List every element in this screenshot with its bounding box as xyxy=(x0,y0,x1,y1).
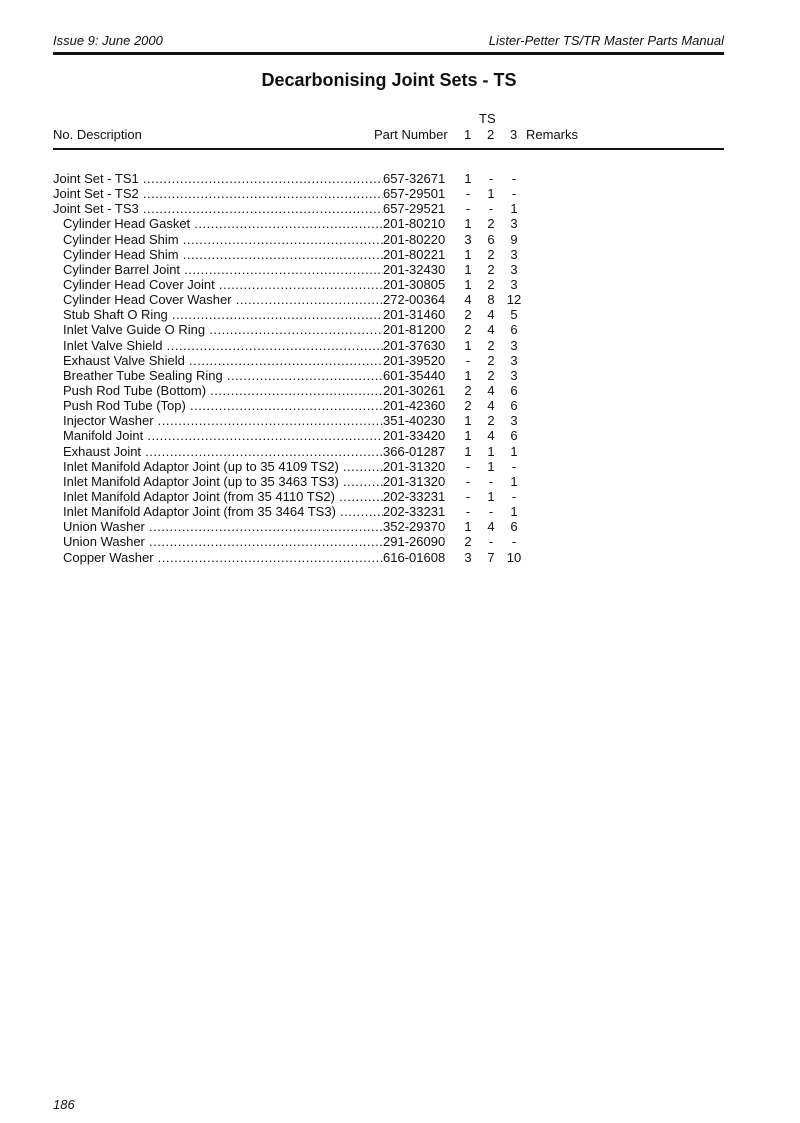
quantity-ts2: 4 xyxy=(487,519,495,535)
header-issue: Issue 9: June 2000 xyxy=(53,33,163,48)
quantity-ts3: - xyxy=(511,534,517,550)
part-number: 351-40230 xyxy=(383,413,446,429)
part-description: Exhaust Joint ..... xyxy=(63,444,383,459)
part-description: Push Rod Tube (Bottom) ..... xyxy=(63,383,383,398)
quantity-ts1: 1 xyxy=(464,261,472,277)
quantity-ts2: - xyxy=(488,473,494,489)
part-description: Joint Set - TS3 ..... xyxy=(53,201,383,216)
part-number: 201-39520 xyxy=(383,352,446,368)
quantity-ts2: 2 xyxy=(487,413,495,429)
part-number: 201-32430 xyxy=(383,261,446,277)
quantity-ts3: 6 xyxy=(510,519,518,535)
quantity-ts3: 3 xyxy=(510,276,518,292)
column-header-ts2: 2 xyxy=(487,127,495,142)
table-row xyxy=(0,171,800,186)
part-number: 201-81200 xyxy=(383,322,446,338)
quantity-ts2: 2 xyxy=(487,216,495,232)
table-row xyxy=(0,201,800,216)
parts-table xyxy=(0,171,800,565)
table-row xyxy=(0,428,800,443)
quantity-ts2: 2 xyxy=(487,261,495,277)
table-row xyxy=(0,307,800,322)
table-row xyxy=(0,353,800,368)
page-title: Decarbonising Joint Sets - TS xyxy=(261,70,517,90)
part-description: Cylinder Head Shim ..... xyxy=(63,232,383,247)
quantity-ts2: 2 xyxy=(487,337,495,353)
column-header-no-description: No. Description xyxy=(53,127,142,142)
part-description: Union Washer ..... xyxy=(63,519,383,534)
table-row xyxy=(0,519,800,534)
part-number: 366-01287 xyxy=(383,443,446,459)
part-description: Cylinder Barrel Joint ..... xyxy=(63,262,383,277)
table-row xyxy=(0,216,800,231)
table-row xyxy=(0,413,800,428)
part-description: Inlet Manifold Adaptor Joint (up to 35 4109 TS2) ..... xyxy=(63,459,383,474)
part-number: 601-35440 xyxy=(383,367,446,383)
part-number: 201-80220 xyxy=(383,231,446,247)
quantity-ts1: - xyxy=(465,201,471,217)
quantity-ts2: 1 xyxy=(487,443,495,459)
quantity-ts1: 1 xyxy=(464,337,472,353)
quantity-ts2: - xyxy=(488,171,494,186)
quantity-ts3: 3 xyxy=(510,337,518,353)
quantity-ts1: - xyxy=(465,488,471,504)
quantity-ts3: - xyxy=(511,458,517,474)
table-row xyxy=(0,292,800,307)
quantity-ts2: 2 xyxy=(487,352,495,368)
quantity-ts2: 2 xyxy=(487,276,495,292)
quantity-ts2: 4 xyxy=(487,307,495,323)
quantity-ts3: 1 xyxy=(510,473,518,489)
quantity-ts2: 4 xyxy=(487,428,495,444)
part-description: Push Rod Tube (Top) ..... xyxy=(63,398,383,413)
quantity-ts1: 1 xyxy=(464,413,472,429)
quantity-ts1: 3 xyxy=(464,549,472,565)
part-description: Cylinder Head Shim ..... xyxy=(63,247,383,262)
part-description: Manifold Joint ..... xyxy=(63,428,383,443)
quantity-ts3: 12 xyxy=(506,292,522,308)
part-description: Exhaust Valve Shield ..... xyxy=(63,353,383,368)
part-description: Cylinder Head Cover Joint ..... xyxy=(63,277,383,292)
quantity-ts1: 3 xyxy=(464,231,472,247)
quantity-ts3: 6 xyxy=(510,382,518,398)
table-row xyxy=(0,474,800,489)
part-description: Inlet Manifold Adaptor Joint (from 35 4110 TS2) ..... xyxy=(63,489,383,504)
quantity-ts3: 9 xyxy=(510,231,518,247)
page-number: 186 xyxy=(53,1097,75,1112)
part-number: 201-30261 xyxy=(383,382,446,398)
quantity-ts1: 1 xyxy=(464,443,472,459)
quantity-ts3: 1 xyxy=(510,201,518,217)
quantity-ts1: 2 xyxy=(464,534,472,550)
quantity-ts2: - xyxy=(488,534,494,550)
part-number: 202-33231 xyxy=(383,488,446,504)
quantity-ts2: 4 xyxy=(487,322,495,338)
part-description: Joint Set - TS1 ..... xyxy=(53,171,383,186)
quantity-ts1: 2 xyxy=(464,322,472,338)
quantity-ts3: 3 xyxy=(510,352,518,368)
quantity-ts2: 8 xyxy=(487,292,495,308)
part-description: Breather Tube Sealing Ring ..... xyxy=(63,368,383,383)
quantity-ts1: 2 xyxy=(464,307,472,323)
header-divider xyxy=(53,52,724,55)
quantity-ts3: 3 xyxy=(510,216,518,232)
quantity-ts3: 1 xyxy=(510,504,518,520)
table-row xyxy=(0,534,800,549)
quantity-ts2: 2 xyxy=(487,367,495,383)
part-number: 291-26090 xyxy=(383,534,446,550)
quantity-ts1: 2 xyxy=(464,382,472,398)
quantity-ts3: 6 xyxy=(510,428,518,444)
part-number: 201-37630 xyxy=(383,337,446,353)
table-row xyxy=(0,459,800,474)
part-description: Stub Shaft O Ring ..... xyxy=(63,307,383,322)
table-row xyxy=(0,383,800,398)
table-row xyxy=(0,550,800,565)
part-number: 201-80221 xyxy=(383,246,446,262)
part-number: 202-33231 xyxy=(383,504,446,520)
table-row xyxy=(0,186,800,201)
table-row xyxy=(0,322,800,337)
quantity-ts1: 1 xyxy=(464,216,472,232)
quantity-ts3: 3 xyxy=(510,367,518,383)
table-row xyxy=(0,262,800,277)
part-number: 657-32671 xyxy=(383,171,446,186)
quantity-ts3: 10 xyxy=(506,549,522,565)
part-number: 201-42360 xyxy=(383,398,446,414)
quantity-ts1: 2 xyxy=(464,398,472,414)
quantity-ts1: - xyxy=(465,458,471,474)
quantity-ts2: 1 xyxy=(487,488,495,504)
part-description: Inlet Valve Shield ..... xyxy=(63,338,383,353)
quantity-ts3: - xyxy=(511,488,517,504)
part-description: Inlet Valve Guide O Ring ..... xyxy=(63,322,383,337)
part-number: 201-33420 xyxy=(383,428,446,444)
quantity-ts2: 1 xyxy=(487,458,495,474)
quantity-ts1: - xyxy=(465,473,471,489)
quantity-ts2: 2 xyxy=(487,246,495,262)
part-number: 201-31320 xyxy=(383,458,446,474)
quantity-ts1: 1 xyxy=(464,519,472,535)
quantity-ts1: - xyxy=(465,186,471,202)
quantity-ts3: 1 xyxy=(510,443,518,459)
quantity-ts3: 6 xyxy=(510,398,518,414)
quantity-ts2: - xyxy=(488,201,494,217)
part-number: 657-29521 xyxy=(383,201,446,217)
quantity-ts3: - xyxy=(511,171,517,186)
part-number: 657-29501 xyxy=(383,186,446,202)
part-number: 352-29370 xyxy=(383,519,446,535)
quantity-ts3: 3 xyxy=(510,261,518,277)
part-description: Union Washer ..... xyxy=(63,534,383,549)
part-number: 201-31320 xyxy=(383,473,446,489)
quantity-ts3: 5 xyxy=(510,307,518,323)
quantity-ts3: 6 xyxy=(510,322,518,338)
part-number: 616-01608 xyxy=(383,549,446,565)
column-header-remarks: Remarks xyxy=(526,127,579,142)
quantity-ts1: 1 xyxy=(464,246,472,262)
quantity-ts3: 3 xyxy=(510,413,518,429)
quantity-ts1: 1 xyxy=(464,276,472,292)
quantity-ts2: 4 xyxy=(487,382,495,398)
table-row xyxy=(0,247,800,262)
table-row xyxy=(0,338,800,353)
quantity-ts2: 6 xyxy=(487,231,495,247)
quantity-ts2: 7 xyxy=(487,549,495,565)
part-description: Inlet Manifold Adaptor Joint (up to 35 3463 TS3) ..... xyxy=(63,474,383,489)
part-number: 272-00364 xyxy=(383,292,446,308)
table-row xyxy=(0,444,800,459)
table-row xyxy=(0,398,800,413)
quantity-ts3: 3 xyxy=(510,246,518,262)
quantity-ts1: - xyxy=(465,352,471,368)
part-description: Cylinder Head Gasket ..... xyxy=(63,216,383,231)
quantity-ts3: - xyxy=(511,186,517,202)
part-description: Inlet Manifold Adaptor Joint (from 35 3464 TS3) ..... xyxy=(63,504,383,519)
table-row xyxy=(0,232,800,247)
part-number: 201-31460 xyxy=(383,307,446,323)
part-number: 201-80210 xyxy=(383,216,446,232)
quantity-ts1: - xyxy=(465,504,471,520)
quantity-ts1: 1 xyxy=(464,428,472,444)
part-description: Cylinder Head Cover Washer ..... xyxy=(63,292,383,307)
table-row xyxy=(0,368,800,383)
quantity-ts2: - xyxy=(488,504,494,520)
table-row xyxy=(0,489,800,504)
table-row xyxy=(0,504,800,519)
part-description: Copper Washer ..... xyxy=(63,550,383,565)
table-row xyxy=(0,277,800,292)
part-description: Joint Set - TS2 ..... xyxy=(53,186,383,201)
quantity-ts1: 1 xyxy=(464,171,472,186)
quantity-ts2: 1 xyxy=(487,186,495,202)
column-header-ts3: 3 xyxy=(510,127,518,142)
quantity-ts2: 4 xyxy=(487,398,495,414)
column-header-part-number: Part Number xyxy=(374,127,448,142)
ts-column-group-header: TS xyxy=(479,111,496,126)
table-header-divider xyxy=(53,148,724,150)
quantity-ts1: 4 xyxy=(464,292,472,308)
quantity-ts1: 1 xyxy=(464,367,472,383)
header-manual-title: Lister-Petter TS/TR Master Parts Manual xyxy=(488,33,724,48)
column-header-ts1: 1 xyxy=(464,127,472,142)
part-number: 201-30805 xyxy=(383,276,446,292)
part-description: Injector Washer ..... xyxy=(63,413,383,428)
